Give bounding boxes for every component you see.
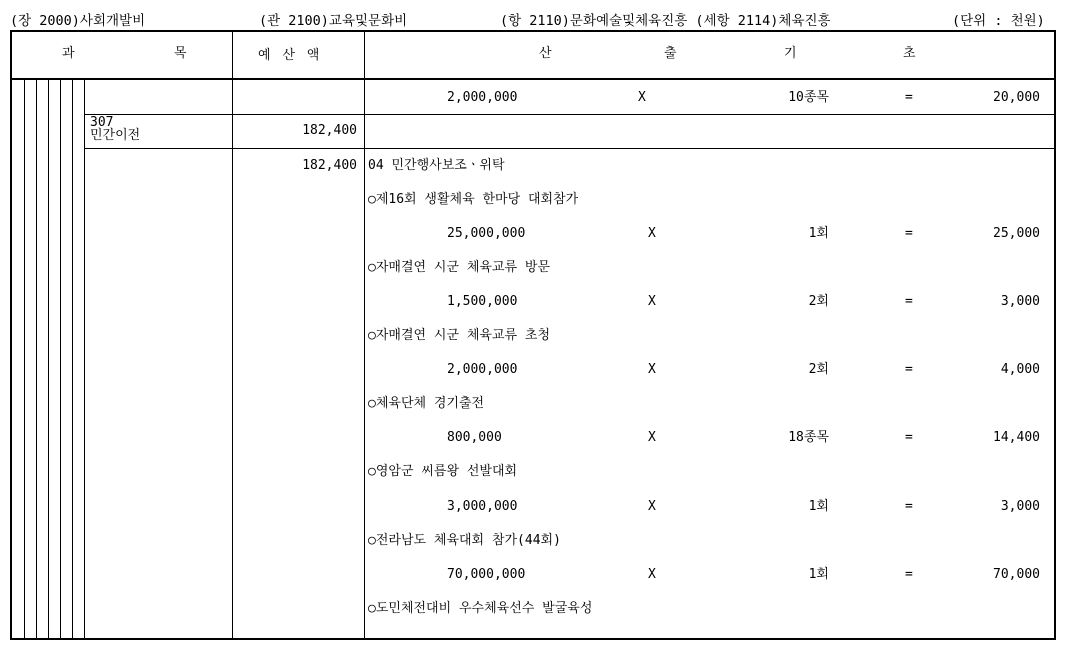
item-eq: = [905,226,913,241]
calc-eq: = [905,90,913,105]
item-qty: 1회 [808,226,829,241]
item-total: 3,000 [1000,499,1040,514]
item-eq: = [905,499,913,514]
header-bottom-line [12,78,1054,80]
item-title: ○도민체전대비 우수체육선수 발굴육성 [368,601,593,616]
divider-level-5 [72,80,73,638]
item-x: X [648,294,656,309]
col-gwamok-right: 목 [174,46,187,61]
col-budget: 예 산 액 [258,48,320,63]
item-total: 70,000 [993,567,1040,582]
item-qty: 18종목 [788,430,829,445]
item-qty: 2회 [808,294,829,309]
item-title: ○자매결연 시군 체육교류 방문 [368,260,551,275]
code-budget: 182,400 [302,123,357,138]
item-amount: 800,000 [447,430,502,445]
divider-level-2 [36,80,37,638]
calc-x: X [638,90,646,105]
item-amount: 3,000,000 [447,499,518,514]
header-gwan: (관 2100)교육및문화비 [259,13,408,29]
header-unit: (단위 : 천원) [952,13,1045,29]
col-calc-4: 초 [903,46,916,61]
item-eq: = [905,430,913,445]
budget-table [10,30,1056,640]
divider-level-4 [60,80,61,638]
code-number: 307 [90,115,114,130]
divider-level-6 [84,80,85,638]
col-calc-1: 산 [539,46,552,61]
item-x: X [648,430,656,445]
sub-budget: 182,400 [302,158,357,173]
item-eq: = [905,362,913,377]
item-total: 14,400 [993,430,1040,445]
row-line-1 [84,114,1054,115]
item-x: X [648,567,656,582]
item-amount: 2,000,000 [447,362,518,377]
item-title: ○전라남도 체육대회 참가(44회) [368,533,561,548]
divider-level-1 [24,80,25,638]
divider-budget [232,32,233,638]
divider-calc [364,32,365,638]
calc-amount: 2,000,000 [447,90,518,105]
item-title: ○자매결연 시군 체육교류 초청 [368,328,551,343]
item-total: 3,000 [1000,294,1040,309]
item-amount: 70,000,000 [447,567,526,582]
item-x: X [648,226,656,241]
header-jang: (장 2000)사회개발비 [10,13,146,29]
item-qty: 2회 [808,362,829,377]
item-x: X [648,362,656,377]
item-title: ○영암군 씨름왕 선발대회 [368,464,518,479]
col-calc-3: 기 [784,46,797,61]
item-total: 4,000 [1000,362,1040,377]
item-total: 25,000 [993,226,1040,241]
item-title: ○제16회 생활체육 한마당 대회참가 [368,192,579,207]
calc-qty: 10종목 [788,90,829,105]
header-hang: (항 2110)문화예술및체육진흥 (세항 2114)체육진흥 [500,13,831,29]
divider-level-3 [48,80,49,638]
item-eq: = [905,567,913,582]
item-amount: 25,000,000 [447,226,526,241]
item-x: X [648,499,656,514]
item-title: ○체육단체 경기출전 [368,396,485,411]
sub-title: 04 민간행사보조ㆍ위탁 [368,158,505,173]
calc-total: 20,000 [993,90,1040,105]
col-gwamok-left: 과 [62,46,75,61]
item-qty: 1회 [808,567,829,582]
item-eq: = [905,294,913,309]
item-qty: 1회 [808,499,829,514]
col-calc-2: 출 [664,46,677,61]
code-name: 민간이전 [90,128,141,143]
item-amount: 1,500,000 [447,294,518,309]
row-line-2 [84,148,1054,149]
